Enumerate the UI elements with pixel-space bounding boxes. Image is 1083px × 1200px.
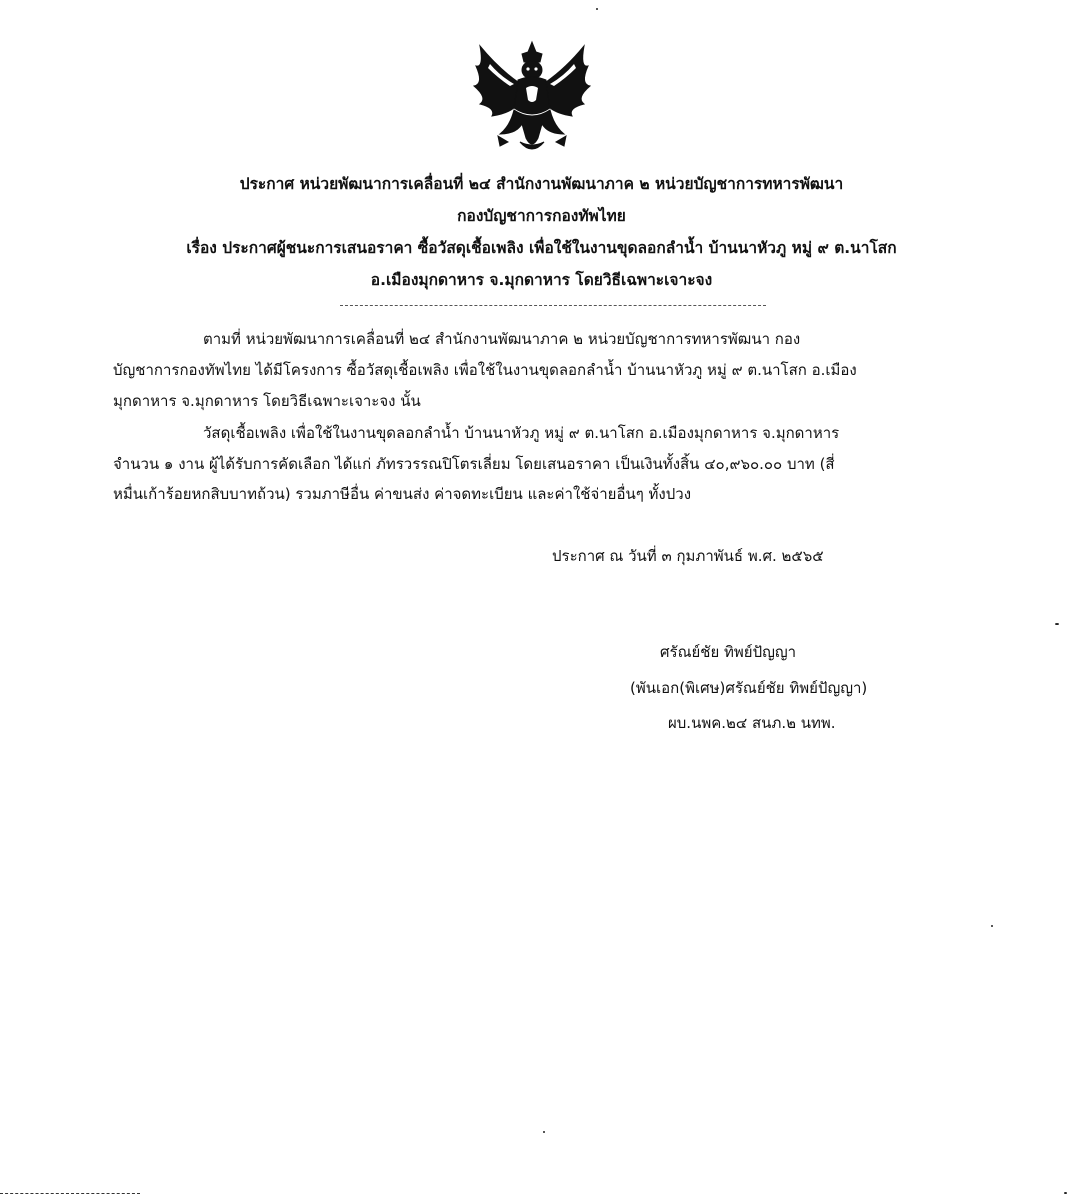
paragraph-1-line-1: ตามที่ หน่วยพัฒนาการเคลื่อนที่ ๒๔ สำนักงานพัฒนาภาค ๒ หน่วยบัญชาการทหารพัฒนา กอง [203, 330, 801, 348]
scan-speck [991, 925, 993, 927]
paragraph-1-line-3: มุกดาหาร จ.มุกดาหาร โดยวิธีเฉพาะเจาะจง นั้น [113, 392, 421, 410]
announcement-title-line-1: ประกาศ หน่วยพัฒนาการเคลื่อนที่ ๒๔ สำนักงานพัฒนาภาค ๒ หน่วยบัญชาการทหารพัฒนา [239, 175, 844, 193]
announcement-subject-line-1: เรื่อง ประกาศผู้ชนะการเสนอราคา ซื้อวัสดุเชื้อเพลิง เพื่อใช้ในงานขุดลอกลำน้ำ บ้านนาหัวภู หมู่ ๙ ต.นาโสก [186, 239, 897, 257]
paragraph-1-line-2: บัญชาการกองทัพไทย ได้มีโครงการ ซื้อวัสดุเชื้อเพลิง เพื่อใช้ในงานขุดลอกลำน้ำ บ้านนาหัวภู หมู่ ๙ ต.นาโสก อ.เมือง [113, 361, 857, 379]
signature-full-name: (พันเอก(พิเศษ)ศรัณย์ชัย ทิพย์ปัญญา) [630, 679, 868, 697]
signature-position: ผบ.นพค.๒๔ สนภ.๒ นทพ. [668, 714, 836, 732]
title-divider [340, 305, 766, 306]
scan-speck [596, 8, 598, 10]
announcement-date: ประกาศ ณ วันที่ ๓ กุมภาพันธ์ พ.ศ. ๒๕๖๕ [552, 547, 824, 565]
scan-speck [1064, 1192, 1067, 1194]
announcement-title-line-2: กองบัญชาการกองทัพไทย [457, 207, 626, 225]
scan-edge-mark [0, 1193, 140, 1194]
scan-speck [1055, 623, 1059, 625]
garuda-emblem-icon [470, 38, 594, 156]
signature-name: ศรัณย์ชัย ทิพย์ปัญญา [660, 643, 797, 661]
announcement-subject-line-2: อ.เมืองมุกดาหาร จ.มุกดาหาร โดยวิธีเฉพาะเจาะจง [370, 271, 713, 289]
paragraph-2-line-1: วัสดุเชื้อเพลิง เพื่อใช้ในงานขุดลอกลำน้ำ บ้านนาหัวภู หมู่ ๙ ต.นาโสก อ.เมืองมุกดาหาร จ.มุกดาหาร [203, 424, 840, 442]
paragraph-2-line-3: หมื่นเก้าร้อยหกสิบบาทถ้วน) รวมภาษีอื่น ค่าขนส่ง ค่าจดทะเบียน และค่าใช้จ่ายอื่นๆ ทั้งปวง [113, 485, 692, 503]
scan-speck [543, 1131, 545, 1133]
paragraph-2-line-2: จำนวน ๑ งาน ผู้ได้รับการคัดเลือก ได้แก่ ภัทรวรรณปิโตรเลี่ยม โดยเสนอราคา เป็นเงินทั้งสิ้น ๔๐,๙๖๐.๐๐ บาท (สี่ [113, 455, 835, 473]
